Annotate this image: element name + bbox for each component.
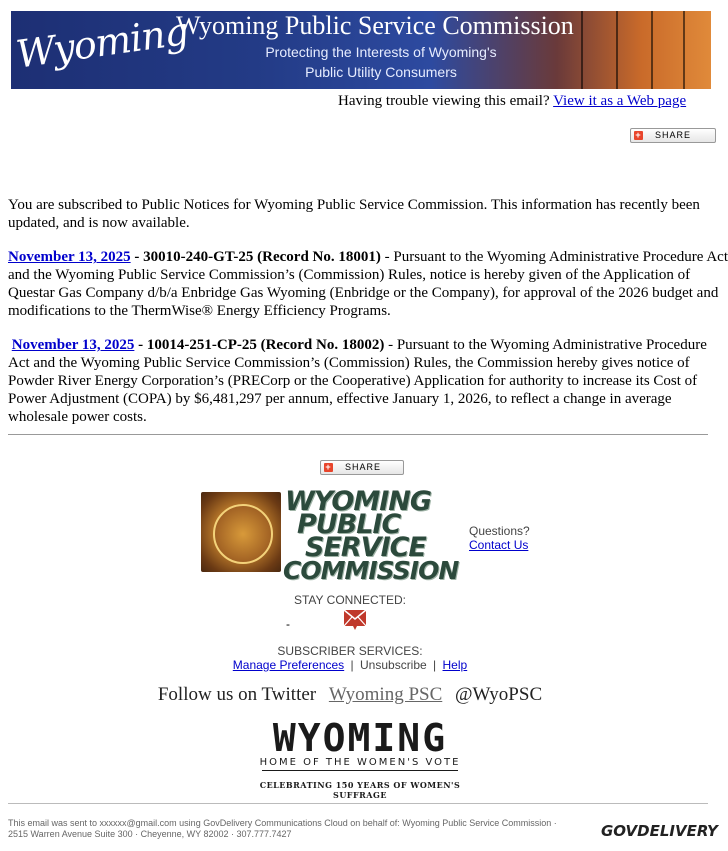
footer-text: This email was sent to xxxxxx@gmail.com using GovDelivery Communications Cloud on behalf of: Wyoming Public Service Commission · 2515 Warren Avenue Suite 300 · Cheyenne, WY 82002 · 307.777.7427 (8, 818, 557, 839)
state-seal-logo (201, 492, 281, 572)
questions-label: Questions? (469, 524, 530, 538)
intro-text: You are subscribed to Public Notices for Wyoming Public Service Commission. This information has recently been updated, and is now available. (8, 197, 700, 231)
help-link[interactable]: Help (442, 658, 468, 672)
notice-date-link[interactable]: November 13, 2025 (11, 337, 135, 353)
psc-wordmark: WYOMING PUBLIC SERVICE COMMISSION (283, 486, 459, 585)
notice-date-link[interactable]: November 13, 2025 (8, 249, 131, 265)
twitter-follow (0, 684, 700, 706)
trouble-text: Having trouble viewing this email? (338, 93, 550, 109)
share-label: SHARE (655, 130, 692, 140)
divider (262, 770, 458, 771)
view-web-page-link[interactable]: View it as a Web page (553, 93, 687, 109)
notice-docket: - 10014-251-CP-25 (Record No. 18002) (138, 337, 385, 353)
notice-body: - Pursuant to the Wyoming Administrative Procedure Act and the Wyoming Public Service Commission’s (Commission) Rules, notice is hereby given of the Application of Questar Gas Company d/b/a Enbridge Gas Wyoming (Enbridge or the Company), for approval of the 2026 budget and modifications to the ThermWise® Energy Efficiency Programs. (8, 249, 728, 319)
banner-subtitle-2: Public Utility Consumers (305, 64, 457, 80)
wyoming-logo: Wyoming (13, 9, 191, 77)
subscriber-services-label: SUBSCRIBER SERVICES: (277, 644, 423, 658)
dash-separator: - (286, 617, 290, 631)
plus-icon: + (325, 462, 332, 472)
share-label: SHARE (345, 462, 382, 472)
twitter-handle: @WyoPSC (455, 684, 543, 705)
twitter-link[interactable]: Wyoming PSC (328, 684, 443, 705)
subscriber-links: Manage Preferences | Unsubscribe | Help (232, 658, 468, 672)
trouble-viewing (338, 93, 686, 110)
notice-item-2 (8, 336, 728, 426)
notice-item-1 (8, 248, 728, 320)
share-button-bottom[interactable] (320, 460, 404, 475)
notice-body: - Pursuant to the Wyoming Administrative Procedure Act and the Wyoming Public Service Commission’s (Commission) Rules, the Commission hereby gives notice of Powder River Energy Corporation’s (PRECorp or the Cooperative) Application for authority to increase its Cost of Power Adjustment (COPA) by $6,481,297 per annum, effective January 1, 2026, to reflect a change in average wholesale power costs. (8, 337, 707, 425)
plus-icon: + (635, 130, 642, 140)
stay-connected-label: STAY CONNECTED: (293, 593, 406, 607)
womens-vote-tagline: HOME OF THE WOMEN'S VOTE (259, 757, 461, 768)
govdelivery-logo: GOVDELIVERY (601, 822, 718, 840)
suffrage-subtitle: CELEBRATING 150 YEARS OF WOMEN'S SUFFRAGE (259, 780, 461, 800)
banner-subtitle-1: Protecting the Interests of Wyoming's (265, 44, 497, 60)
contact-us-link[interactable]: Contact Us (469, 538, 529, 552)
header-banner (11, 11, 711, 89)
manage-preferences-link[interactable]: Manage Preferences (232, 658, 345, 672)
notice-docket: - 30010-240-GT-25 (Record No. 18001) (134, 249, 381, 265)
footer-divider (8, 803, 708, 804)
wyoming-womens-vote-logo: WYOMING (272, 716, 448, 760)
twitter-prefix: Follow us on Twitter (157, 684, 317, 705)
email-icon[interactable] (343, 607, 367, 631)
banner-title: Wyoming Public Service Commission (176, 11, 574, 40)
divider (8, 434, 708, 435)
share-button-top[interactable] (630, 128, 716, 143)
unsubscribe-link[interactable]: Unsubscribe (360, 658, 427, 672)
